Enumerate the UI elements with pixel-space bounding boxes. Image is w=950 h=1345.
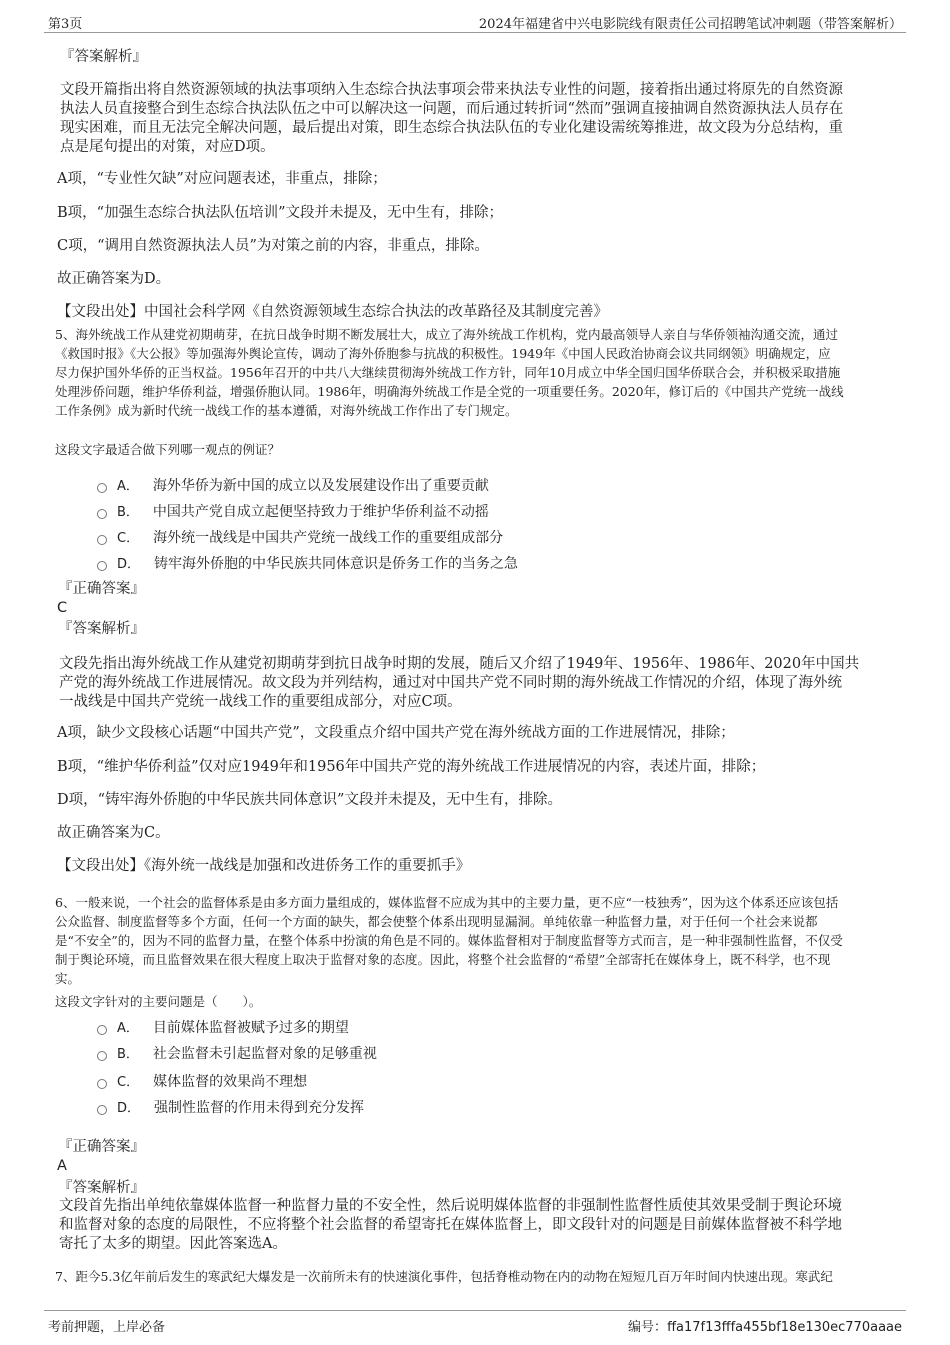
q6-answer: A <box>57 1158 67 1174</box>
text-line: 实。 <box>55 971 81 986</box>
text-line: 公众监督、制度监督等多个方面，任何一个方面的缺失，都会使整个体系出现明显漏洞。单纯依靠一种监督力量，对于任何一个社会来说都 <box>55 914 818 929</box>
footer-code-label: 编号： <box>628 1320 668 1335</box>
footer-slogan: 考前押题，上岸必备 <box>48 1320 166 1335</box>
text-line: 制于舆论环境，而且监督效果在很大程度上取决于监督对象的态度。因此，将整个社会监督的“希望”全部寄托在媒体身上，既不科学，也不现 <box>55 952 831 967</box>
q5-analysis-title: 『答案解析』 <box>58 621 145 637</box>
q5-option-d-analysis: D项，“铸牢海外侨胞的中华民族共同体意识”文段并未提及，无中生有，排除。 <box>57 792 562 808</box>
q5-option-b[interactable]: B． 中国共产党自成立起便坚持致力于维护华侨利益不动摇 <box>97 501 489 521</box>
q6-option-d[interactable]: D． 强制性监督的作用未得到充分发挥 <box>97 1097 364 1117</box>
q5-option-c[interactable]: C． 海外统一战线是中国共产党统一战线工作的重要组成部分 <box>97 527 503 547</box>
q4-analysis-title: 『答案解析』 <box>60 49 147 65</box>
text-line: 现实困难，而且无法完全解决问题，最后提出对策，即生态综合执法队伍的专业化建设需统筹推进，故文段为分总结构，重 <box>60 120 843 136</box>
text-line: 《救国时报》《大公报》等加强海外舆论宣传，调动了海外侨胞参与抗战的积极性。1949年《中国人民政治协商会议共同纲领》明确规定，应 <box>55 346 831 361</box>
text-line: 和监督对象的态度的局限性，不应将整个社会监督的希望寄托在媒体监督上，即文段针对的问题是目前媒体监督被不科学地 <box>59 1217 842 1233</box>
q6-option-c[interactable]: C． 媒体监督的效果尚不理想 <box>97 1071 307 1091</box>
option-text: 社会监督未引起监督对象的足够重视 <box>152 1046 377 1062</box>
option-text: 铸牢海外侨胞的中华民族共同体意识是侨务工作的当务之急 <box>154 556 519 572</box>
page-header <box>44 10 906 33</box>
text-line: 处理涉侨问题，维护华侨利益，增强侨胞认同。1986年，明确海外统战工作是全党的一项重要任务。2020年，修订后的《中国共产党统一战线 <box>55 384 844 399</box>
q5-option-a[interactable]: A． 海外华侨为新中国的成立以及发展建设作出了重要贡献 <box>97 475 489 495</box>
radio-icon[interactable] <box>97 1079 107 1089</box>
q6-question: 这段文字针对的主要问题是（ ）。 <box>55 994 262 1009</box>
q5-stem <box>55 325 844 420</box>
document-title: 2024年福建省中兴电影院线有限责任公司招聘笔试冲刺题（带答案解析） <box>478 17 902 32</box>
text-line: 一战线是中国共产党统一战线工作的重要组成部分，对应C项。 <box>59 694 462 710</box>
option-text: 强制性监督的作用未得到充分发挥 <box>154 1100 365 1116</box>
radio-icon[interactable] <box>97 1105 107 1115</box>
radio-icon[interactable] <box>97 561 107 571</box>
text-line: 寄托了太多的期望。因此答案选A。 <box>59 1236 287 1252</box>
q6-analysis-paragraph <box>59 1197 842 1254</box>
q5-conclusion: 故正确答案为C。 <box>57 825 170 841</box>
text-line: 文段首先指出单纯依靠媒体监督一种监督力量的不安全性，然后说明媒体监督的非强制性监督性质使其效果受制于舆论环境 <box>59 1198 842 1214</box>
text-line: 6、一般来说，一个社会的监督体系是由多方面力量组成的，媒体监督不应成为其中的主要力量，更不应“一枝独秀”，因为这个体系还应该包括 <box>55 895 839 910</box>
text-line: 文段先指出海外统战工作从建党初期萌芽到抗日战争时期的发展，随后又介绍了1949年、1956年、1986年、2020年中国共 <box>59 656 860 672</box>
q4-conclusion: 故正确答案为D。 <box>57 271 171 287</box>
q5-option-a-analysis: A项，缺少文段核心话题“中国共产党”，文段重点介绍中国共产党在海外统战方面的工作进展情况，排除； <box>57 725 735 741</box>
q5-option-b-analysis: B项，“维护华侨利益”仅对应1949年和1956年中国共产党的海外统战工作进展情况的内容，表述片面，排除； <box>57 759 766 775</box>
radio-icon[interactable] <box>97 483 107 493</box>
option-text: 海外统一战线是中国共产党统一战线工作的重要组成部分 <box>153 530 504 546</box>
q6-option-a[interactable]: A． 目前媒体监督被赋予过多的期望 <box>97 1017 349 1037</box>
q4-source: 【文段出处】中国社会科学网《自然资源领域生态综合执法的改革路径及其制度完善》 <box>57 304 608 320</box>
q4-analysis-paragraph <box>60 81 843 157</box>
q5-option-d[interactable]: D． 铸牢海外侨胞的中华民族共同体意识是侨务工作的当务之急 <box>97 553 518 573</box>
footer-code <box>628 1316 902 1335</box>
page-footer <box>44 1310 906 1335</box>
q5-answer: C <box>57 600 68 616</box>
radio-icon[interactable] <box>97 1025 107 1035</box>
q6-analysis-title: 『答案解析』 <box>58 1180 145 1196</box>
page-number: 第3页 <box>48 17 83 32</box>
option-text: 媒体监督的效果尚不理想 <box>153 1074 308 1090</box>
text-line: 尽力保护国外华侨的正当权益。1956年召开的中共八大继续贯彻海外统战工作方针，同年10月成立中华全国归国华侨联合会，并积极采取措施 <box>55 365 841 380</box>
option-text: 中国共产党自成立起便坚持致力于维护华侨利益不动摇 <box>152 504 489 520</box>
q4-option-c-analysis: C项，“调用自然资源执法人员”为对策之前的内容，非重点，排除。 <box>57 238 489 254</box>
text-line: 5、海外统战工作从建党初期萌芽，在抗日战争时期不断发展壮大，成立了海外统战工作机构，党内最高领导人亲自与华侨领袖沟通交流，通过 <box>55 327 838 342</box>
option-text: 海外华侨为新中国的成立以及发展建设作出了重要贡献 <box>152 478 489 494</box>
text-line: 文段开篇指出将自然资源领域的执法事项纳入生态综合执法事项会带来执法专业性的问题，接着指出通过将原先的自然资源 <box>60 82 843 98</box>
footer-code-value: ffa17f13fffa455bf18e130ec770aaae <box>667 1320 902 1335</box>
q5-analysis-paragraph <box>59 655 859 712</box>
radio-icon[interactable] <box>97 1051 107 1061</box>
q5-answer-title: 『正确答案』 <box>58 581 145 597</box>
q5-source: 【文段出处】《海外统一战线是加强和改进侨务工作的重要抓手》 <box>57 858 471 874</box>
q6-stem <box>55 893 843 988</box>
option-text: 目前媒体监督被赋予过多的期望 <box>152 1020 349 1036</box>
q6-answer-title: 『正确答案』 <box>58 1139 145 1155</box>
text-line: 产党的海外统战工作进展情况。故文段为并列结构，通过对中国共产党不同时期的海外统战工作情况的介绍，体现了海外统 <box>59 675 842 691</box>
q7-stem: 7、距今5.3亿年前后发生的寒武纪大爆发是一次前所未有的快速演化事件，包括脊椎动物在内的动物在短短几百万年时间内快速出现。寒武纪 <box>55 1269 833 1284</box>
q6-option-b[interactable]: B． 社会监督未引起监督对象的足够重视 <box>97 1043 377 1063</box>
text-line: 执法人员直接整合到生态综合执法队伍之中可以解决这一问题，而后通过转折词“然而”强调直接抽调自然资源执法人员存在 <box>60 101 844 117</box>
q4-option-b-analysis: B项，“加强生态综合执法队伍培训”文段并未提及，无中生有，排除； <box>57 205 503 221</box>
text-line: 点是尾句提出的对策，对应D项。 <box>60 139 275 155</box>
radio-icon[interactable] <box>97 535 107 545</box>
text-line: 是“不安全”的，因为不同的监督力量，在整个体系中扮演的角色是不同的。媒体监督相对于制度监督等方式而言，是一种非强制性监督，不仅受 <box>55 933 843 948</box>
radio-icon[interactable] <box>97 509 107 519</box>
q4-option-a-analysis: A项，“专业性欠缺”对应问题表述，非重点，排除； <box>57 171 387 187</box>
text-line: 工作条例》成为新时代统一战线工作的基本遵循，对海外统战工作作出了专门规定。 <box>55 403 518 418</box>
q5-question: 这段文字最适合做下列哪一观点的例证？ <box>55 442 281 457</box>
